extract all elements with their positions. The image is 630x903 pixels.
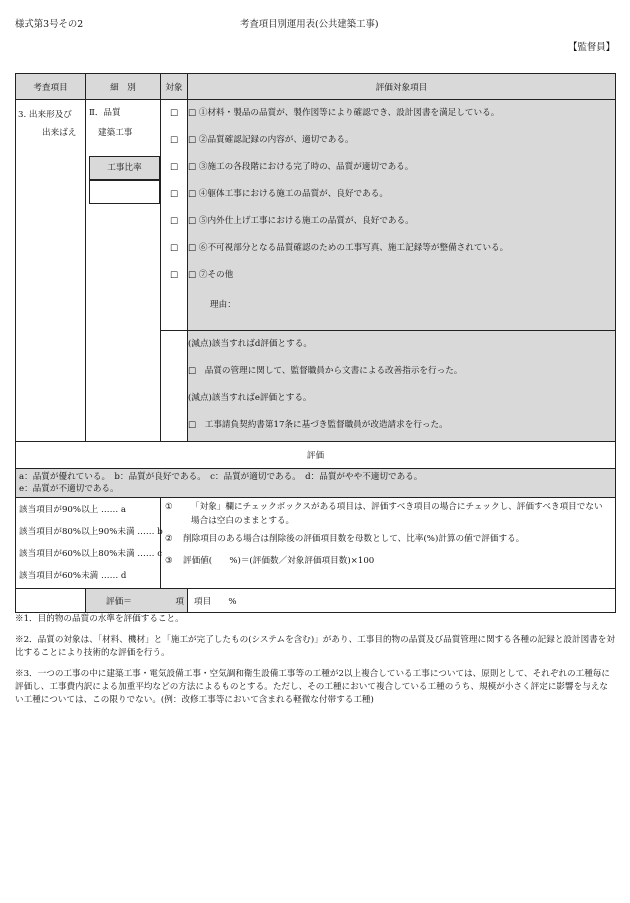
note-3-text: 評価値( %)＝(評価数／対象評価項目数)×100 bbox=[183, 556, 375, 566]
deduction-d-heading: (減点)該当すればd評価とする。 bbox=[188, 339, 312, 349]
item-text-4: ④躯体工事における施工の品質が、良好である。 bbox=[198, 189, 388, 199]
deduction-d-checkbox[interactable]: □ bbox=[188, 366, 197, 376]
footnote-1: ※1．目的物の品質の水準を評価すること。 bbox=[15, 614, 184, 624]
footnotes bbox=[15, 613, 615, 707]
category-line1: 3. 出来形及び bbox=[18, 110, 72, 120]
note-3-num: ③ bbox=[165, 556, 173, 566]
ratio-input[interactable] bbox=[89, 180, 160, 204]
item-checkbox-4[interactable]: □ bbox=[188, 189, 197, 199]
items-cell bbox=[188, 100, 616, 331]
header-category: 考査項目 bbox=[16, 74, 86, 100]
deduction-target-cell bbox=[161, 331, 188, 442]
legend-line-2: e：品質が不適切である。 bbox=[19, 484, 119, 494]
item-checkbox-5[interactable]: □ bbox=[188, 216, 197, 226]
item-text-2: ②品質確認記録の内容が、適切である。 bbox=[198, 135, 354, 145]
category-cell bbox=[16, 100, 86, 442]
item-text-3: ③施工の各段階における完了時の、品質が適切である。 bbox=[198, 162, 414, 172]
detail-cell bbox=[86, 100, 161, 442]
result-items bbox=[188, 589, 616, 613]
evaluation-table bbox=[15, 73, 616, 613]
role-label: 【監督員】 bbox=[568, 42, 615, 53]
grade-c: 該当項目が60%以上80%未満 …… c bbox=[19, 549, 163, 559]
note-2-text: 削除項目のある場合は削除後の評価項目数を母数として、比率(%)計算の値で評価する。 bbox=[183, 534, 525, 544]
item-checkbox-2[interactable]: □ bbox=[188, 135, 197, 145]
result-items-text: 項目 % bbox=[194, 596, 237, 607]
deduction-cell bbox=[188, 331, 616, 442]
page-title: 考査項目別運用表(公共建築工事) bbox=[240, 19, 379, 30]
target-checkbox-cell bbox=[161, 100, 188, 331]
grade-d: 該当項目が60%未満 …… d bbox=[19, 571, 127, 581]
note-1-num: ① bbox=[165, 502, 173, 512]
evaluation-legend bbox=[16, 469, 616, 498]
result-blank bbox=[16, 589, 86, 613]
target-checkbox-2[interactable]: □ bbox=[169, 135, 179, 145]
deduction-e-text: 工事請負契約書第17条に基づき監督職員が改造請求を行った。 bbox=[204, 420, 448, 430]
header-items: 評価対象項目 bbox=[188, 74, 616, 100]
result-label: 評価＝ bbox=[106, 596, 132, 607]
evaluation-heading: 評価 bbox=[16, 442, 616, 469]
grade-a: 該当項目が90%以上 …… a bbox=[19, 505, 127, 515]
header-detail: 細 別 bbox=[86, 74, 161, 100]
footnote-3: ※3．一つの工事の中に建築工事・電気設備工事・空気調和衛生設備工事等の工種が2以上複合している工事については、原則として、それぞれの工種毎に評価し、工事費内訳による加重平均などの方法によるものとする。ただし、その工種において複合している工種のうち、規模が小さく評定に影響を与えない工種については、この限りでない。(例：改修工事等において含まれる軽微な付帯する工種) bbox=[15, 669, 610, 705]
target-checkbox-5[interactable]: □ bbox=[169, 216, 179, 226]
ratio-label: 工事比率 bbox=[89, 156, 160, 180]
grade-b: 該当項目が80%以上90%未満 …… b bbox=[19, 527, 163, 537]
item-checkbox-1[interactable]: □ bbox=[188, 108, 197, 118]
evaluation-notes bbox=[161, 498, 616, 589]
item-checkbox-7[interactable]: □ bbox=[188, 270, 197, 280]
item-text-6: ⑥不可視部分となる品質確認のための工事写真、施工記録等が整備されている。 bbox=[198, 243, 509, 253]
target-checkbox-1[interactable]: □ bbox=[169, 108, 179, 118]
item-checkbox-6[interactable]: □ bbox=[188, 243, 197, 253]
detail-line2: 建築工事 bbox=[98, 128, 133, 138]
result-cell bbox=[86, 589, 188, 613]
item-checkbox-3[interactable]: □ bbox=[188, 162, 197, 172]
item-text-5: ⑤内外仕上げ工事における施工の品質が、良好である。 bbox=[198, 216, 414, 226]
form-number: 様式第3号その2 bbox=[15, 19, 84, 30]
target-checkbox-3[interactable]: □ bbox=[169, 162, 179, 172]
footnote-2: ※2．品質の対象は、「材料、機材」と「施工が完了したもの(システムを含む)」があり、工事目的物の品質及び品質管理に関する各種の記録と設計図書を対比することにより技術的な評価を行う。 bbox=[15, 635, 615, 658]
detail-line1: Ⅱ．品質 bbox=[89, 108, 121, 118]
grade-thresholds bbox=[16, 498, 161, 589]
note-2-num: ② bbox=[165, 534, 173, 544]
reason-label: 理由： bbox=[210, 300, 236, 310]
item-text-1: ①材料・製品の品質が、製作図等により確認でき、設計図書を満足している。 bbox=[198, 108, 500, 118]
target-checkbox-6[interactable]: □ bbox=[169, 243, 179, 253]
target-checkbox-7[interactable]: □ bbox=[169, 270, 179, 280]
item-text-7: ⑦その他 bbox=[198, 270, 234, 280]
note-1-text: 「対象」欄にチェックボックスがある項目は、評価すべき項目の場合にチェックし、評価すべき項目でない場合は空白のままとする。 bbox=[191, 502, 603, 526]
deduction-d-text: 品質の管理に関して、監督職員から文書による改善指示を行った。 bbox=[204, 366, 463, 376]
result-unit: 項 bbox=[175, 596, 184, 607]
deduction-e-checkbox[interactable]: □ bbox=[188, 420, 197, 430]
legend-line-1: a：品質が優れている。 b：品質が良好である。 c：品質が適切である。 d：品質がやや不適切である。 bbox=[19, 472, 423, 482]
target-checkbox-4[interactable]: □ bbox=[169, 189, 179, 199]
category-line2: 出来ばえ bbox=[42, 128, 77, 138]
deduction-e-heading: (減点)該当すればe評価とする。 bbox=[188, 393, 312, 403]
header-target: 対象 bbox=[161, 74, 188, 100]
